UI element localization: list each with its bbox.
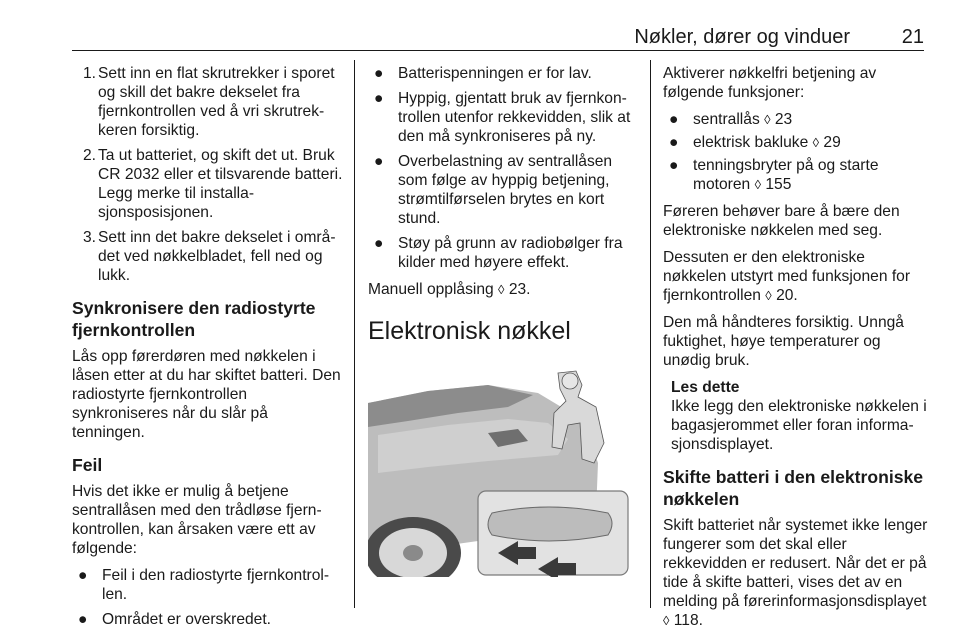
column-divider [354,60,355,608]
intro-text: Aktiverer nøkkelfri betjening av følgende funksjoner: [663,65,877,101]
battery-heading: Skifte batteri i den elektroniske nøkkelen [663,467,924,509]
page-reference-arrow-icon: ◊ [764,112,771,127]
page-header [0,0,960,52]
column-3 [663,64,928,638]
page-reference-arrow-icon: ◊ [663,613,670,628]
list-item: ● elektrisk bakluke ◊ 29 [669,134,841,151]
list-item: ● Støy på grunn av radiobølger fra kilder med høyere effekt. [374,235,623,271]
list-item: ● sentrallås ◊ 23 [669,111,793,128]
fault-text: Hvis det ikke er mulig å betjene sentrallåsen med den trådløse fjernkontrollen, kan årsaken være ett av følgende: [72,483,322,557]
list-item: ● Området er overskredet. [78,611,271,628]
fault-list [72,566,344,629]
list-item: ● Feil i den radiostyrte fjernkontrollen. [78,567,330,603]
battery-text: Skift batteriet når systemet ikke lenger fungerer som det skal eller rekkevidden er redusert. Når det er på tide å skifte batteri, vises det av en melding på førerinformasjonsdisplayet ◊ 118. [663,517,928,629]
bullet-dot-icon: ● [78,567,88,584]
bullet-dot-icon: ● [374,65,384,82]
sync-heading: Synkronisere den radiostyrte fjernkontrollen [72,298,316,340]
list-item: ● Hyppig, gjentatt bruk av fjernkontrollen utenfor rekkevidden, slik at den må synkroniseres på ny. [374,90,631,145]
paragraph: Føreren behøver bare å bære den elektroniske nøkkelen med seg. [663,203,900,239]
chapter-title: Nøkler, dører og vinduer [634,26,850,48]
list-item: ● Overbelastning av sentrallåsen som følge av hyppig betjening, strømtilførselen brytes en kort stund. [374,153,613,227]
page-reference-arrow-icon: ◊ [498,282,505,297]
bullet-dot-icon: ● [374,235,384,252]
fault-heading: Feil [72,455,103,475]
note-text: Ikke legg den elektroniske nøkkelen i bagasjerommet eller foran informasjonsdisplayet. [671,398,927,453]
list-item: ● tenningsbryter på og starte motoren ◊ 155 [669,157,879,193]
note-box [663,378,928,454]
page-reference-arrow-icon: ◊ [754,177,761,192]
manual-unlock-ref: Manuell opplåsing ◊ 23. [368,281,531,298]
bullet-dot-icon: ● [374,153,384,170]
paragraph: Den må håndteres forsiktig. Unngå fuktighet, høye temperaturer og unødig bruk. [663,314,904,369]
column-divider [650,60,651,608]
function-list [663,110,928,194]
page-number: 21 [901,26,924,48]
bullet-dot-icon: ● [374,90,384,107]
list-item: 1. Sett inn en flat skrutrekker i sporet og skill det bakre dekselet fra fjernkontrollen ved å vri skrutrekkeren forsiktig. [83,65,335,139]
header-rule [72,50,924,51]
sync-text: Lås opp førerdøren med nøkkelen i låsen etter at du har skiftet batteri. Den radiostyrte fjernkontrollen synkroniseres når du slår på tenningen. [72,348,341,441]
page-reference-arrow-icon: ◊ [765,288,772,303]
list-item: ● Batterispenningen er for lav. [374,65,592,82]
paragraph: Dessuten er den elektroniske nøkkelen utstyrt med funksjonen for fjernkontrollen ◊ 20. [663,249,911,304]
bullet-dot-icon: ● [669,111,679,128]
cause-list [368,64,640,272]
steps-list [72,64,344,285]
car-door-illustration [368,363,630,577]
list-item: 2. Ta ut batteriet, og skift det ut. Bruk CR 2032 eller et tilsvarende batteri. Legg merke til installasjonsposisjonen. [83,147,343,221]
list-item: 3. Sett inn det bakre dekselet i området ved nøkkelbladet, fell ned og lukk. [83,229,336,284]
page-reference-arrow-icon: ◊ [812,135,820,150]
bullet-dot-icon: ● [78,611,88,628]
bullet-dot-icon: ● [669,157,679,174]
bullet-dot-icon: ● [669,134,679,151]
column-2 [368,64,640,582]
column-1 [72,64,344,637]
note-label: Les dette [671,379,740,396]
section-heading: Elektronisk nøkkel [368,317,571,345]
